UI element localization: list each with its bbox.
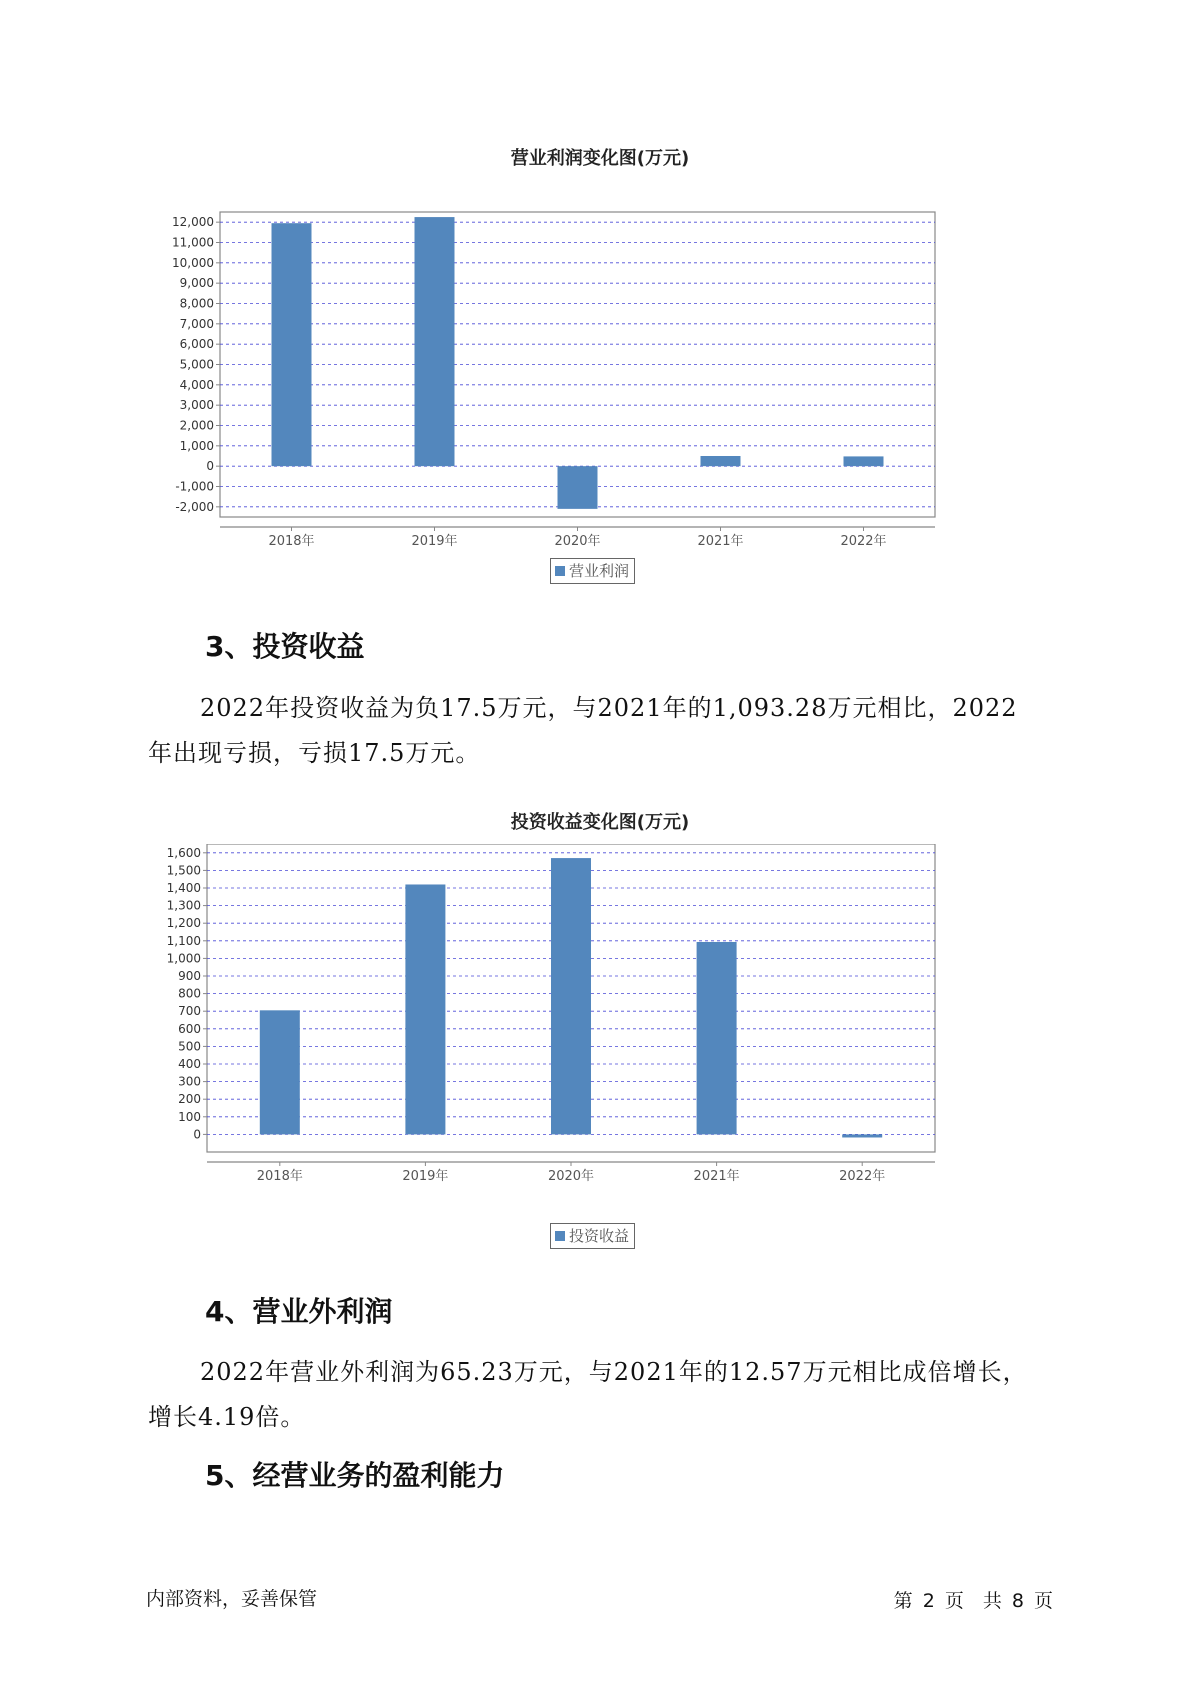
chart-title: 投资收益变化图(万元) <box>510 812 690 833</box>
bar <box>701 456 741 466</box>
chart-svg <box>150 180 1050 590</box>
x-tick-label: 2019年 <box>411 534 458 549</box>
chart-title: 营业利润变化图(万元) <box>510 148 690 169</box>
y-tick-label: 1,200 <box>166 916 201 931</box>
legend-swatch <box>555 1231 565 1241</box>
y-tick-label: 1,300 <box>166 898 201 913</box>
paragraph-non-operating-profit <box>148 1350 1048 1440</box>
paragraph-line: 年出现亏损，亏损17.5万元。 <box>148 739 481 767</box>
y-tick-label: 1,600 <box>166 845 201 860</box>
x-tick-label: 2020年 <box>547 1169 595 1184</box>
y-tick-label: 500 <box>178 1039 201 1054</box>
y-tick-label: 4,000 <box>179 377 214 392</box>
bar <box>405 884 445 1134</box>
y-tick-label: 7,000 <box>179 316 214 331</box>
section-heading-3: 3、投资收益 <box>205 630 365 663</box>
y-tick-label: 600 <box>178 1021 201 1036</box>
y-tick-label: 2,000 <box>179 418 214 433</box>
bar <box>551 858 591 1134</box>
y-tick-label: 8,000 <box>179 296 214 311</box>
bar <box>415 217 455 466</box>
y-tick-label: 11,000 <box>172 235 214 250</box>
x-tick-label: 2018年 <box>268 534 315 549</box>
y-tick-label: 200 <box>178 1092 201 1107</box>
bar <box>697 942 737 1134</box>
x-tick-label: 2021年 <box>693 1169 740 1184</box>
chart-operating-profit <box>150 140 1050 590</box>
chart-investment-income <box>150 804 1050 1264</box>
bar <box>558 466 598 509</box>
x-tick-label: 2018年 <box>256 1169 303 1184</box>
section-heading-4: 4、营业外利润 <box>205 1295 393 1328</box>
bar <box>842 1134 882 1137</box>
legend-swatch <box>555 566 565 576</box>
x-tick-label: 2019年 <box>402 1169 449 1184</box>
y-tick-label: 300 <box>178 1074 201 1089</box>
legend-label: 营业利润 <box>569 562 630 580</box>
y-tick-label: -1,000 <box>175 479 214 494</box>
section-heading-5: 5、经营业务的盈利能力 <box>205 1459 505 1492</box>
x-tick-label: 2022年 <box>839 1169 886 1184</box>
y-tick-label: 3,000 <box>179 398 214 413</box>
y-tick-label: 1,400 <box>166 881 201 895</box>
paragraph-line: 增长4.19倍。 <box>148 1403 306 1431</box>
bar <box>260 1010 300 1134</box>
y-tick-label: 0 <box>193 1127 201 1142</box>
paragraph-investment-income <box>148 686 1048 776</box>
y-tick-label: 400 <box>178 1057 201 1071</box>
chart-legend <box>550 558 635 584</box>
y-tick-label: 1,000 <box>166 951 201 966</box>
y-tick-label: 12,000 <box>172 215 214 230</box>
y-tick-label: 0 <box>206 459 214 474</box>
x-tick-label: 2020年 <box>554 534 601 549</box>
chart-legend <box>550 1223 635 1249</box>
y-tick-label: 1,100 <box>166 933 201 948</box>
y-tick-label: 1,000 <box>179 438 214 453</box>
x-tick-label: 2021年 <box>697 534 744 549</box>
chart-svg <box>150 844 1050 1254</box>
bar <box>272 223 312 466</box>
y-tick-label: 700 <box>178 1004 201 1019</box>
y-tick-label: 1,500 <box>166 863 201 878</box>
bar <box>844 456 884 466</box>
legend-label: 投资收益 <box>569 1227 630 1245</box>
y-tick-label: 800 <box>178 986 201 1001</box>
paragraph-line: 2022年营业外利润为65.23万元，与2021年的12.57万元相比成倍增长， <box>200 1358 1028 1386</box>
footer-confidential-note: 内部资料，妥善保管 <box>146 1588 318 1610</box>
y-tick-label: 6,000 <box>179 337 214 352</box>
paragraph-line: 2022年投资收益为负17.5万元，与2021年的1,093.28万元相比，2022 <box>200 694 1018 722</box>
y-tick-label: 900 <box>178 969 201 983</box>
y-tick-label: 100 <box>178 1109 201 1124</box>
y-tick-label: -2,000 <box>175 499 214 514</box>
x-tick-label: 2022年 <box>840 534 887 549</box>
footer-page-number: 第 2 页 共 8 页 <box>893 1590 1053 1612</box>
y-tick-label: 10,000 <box>172 255 214 270</box>
y-tick-label: 9,000 <box>179 276 214 291</box>
y-tick-label: 5,000 <box>179 357 214 372</box>
